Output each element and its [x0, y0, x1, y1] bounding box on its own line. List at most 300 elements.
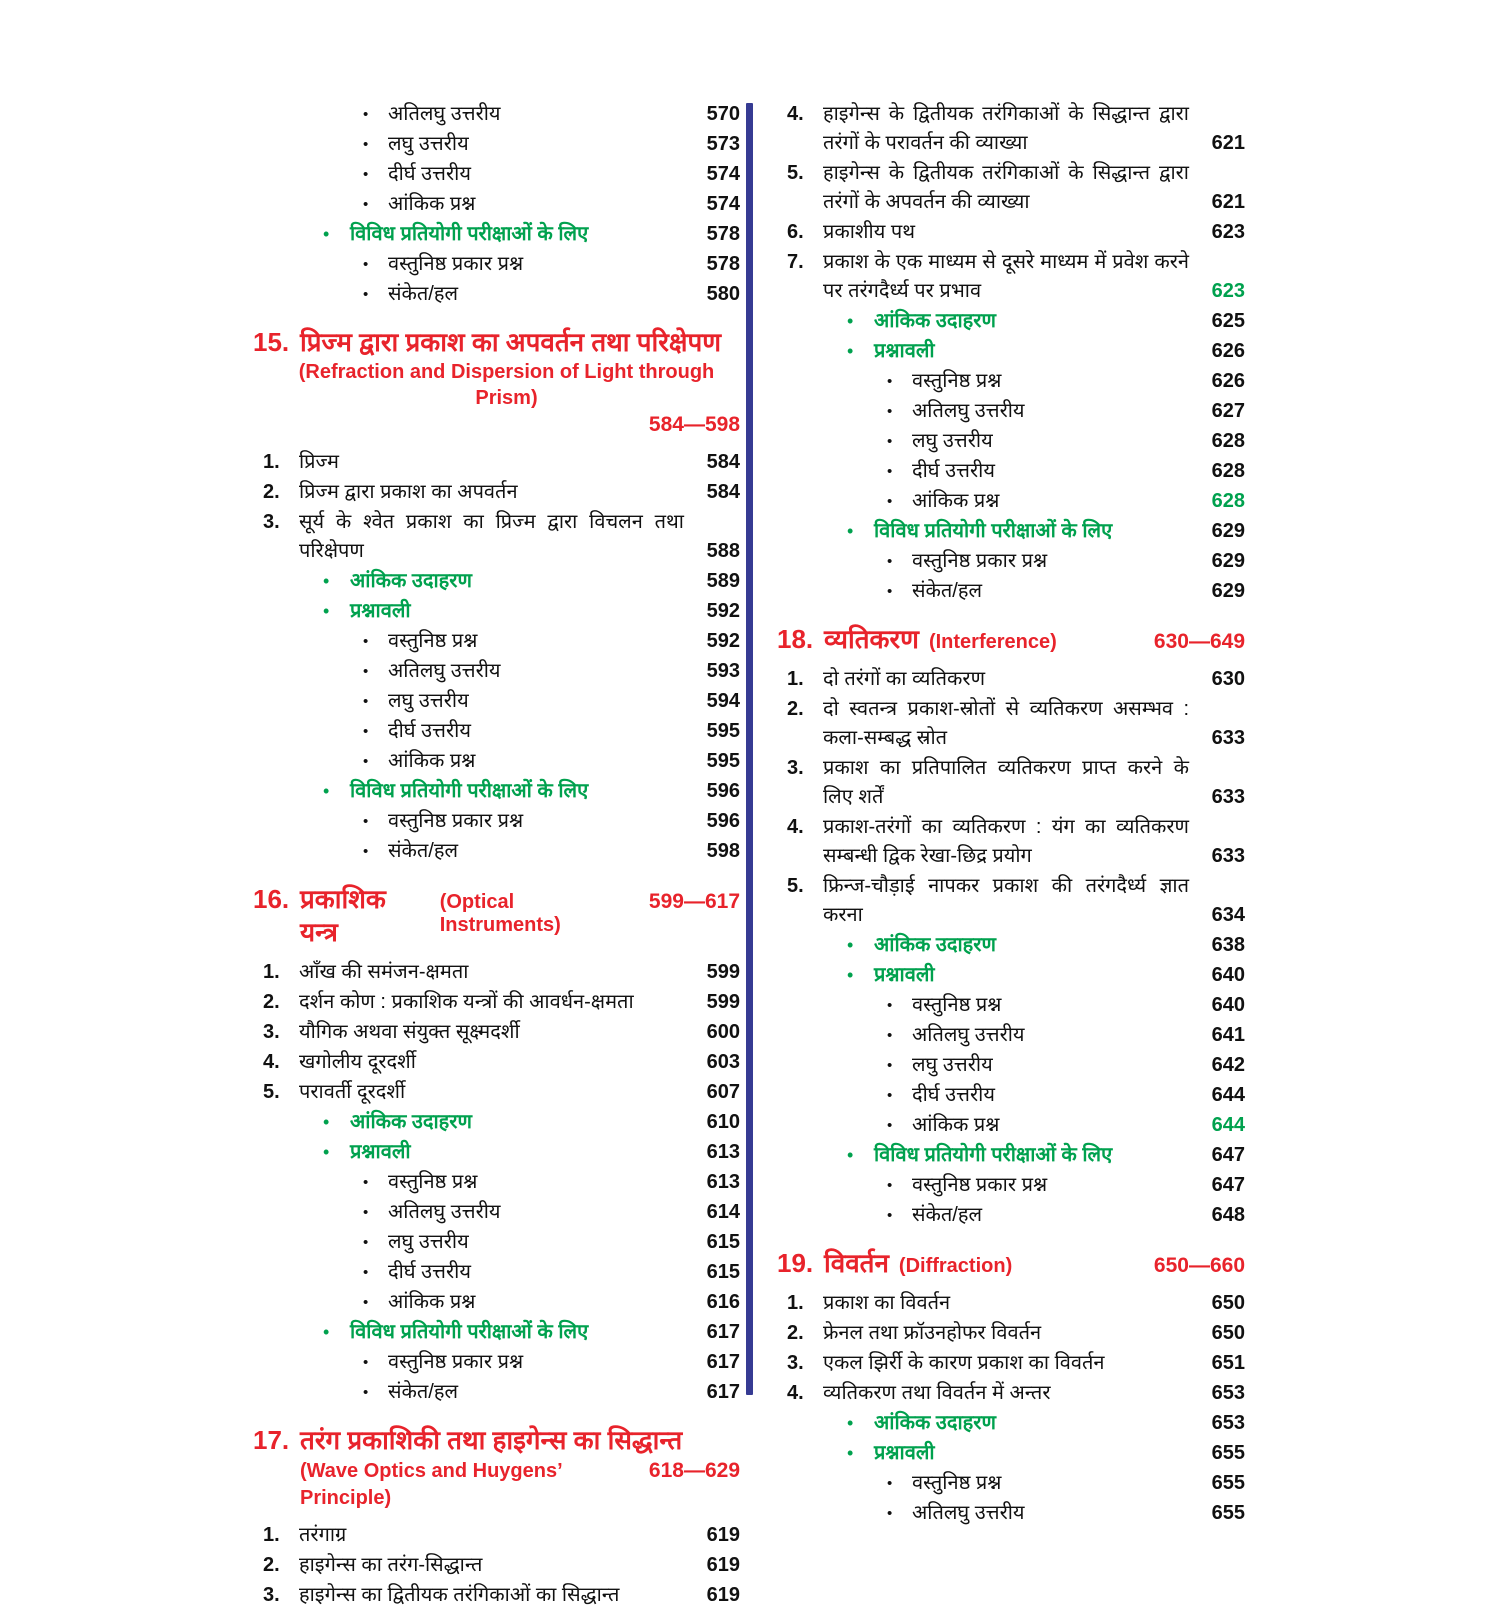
- entry-number: 7.: [787, 251, 804, 273]
- entry-label: अतिलघु उत्तरीय: [388, 103, 501, 125]
- toc-entry: [253, 100, 740, 129]
- toc-entry: [777, 1349, 1245, 1378]
- bullet-icon: •: [847, 1443, 854, 1463]
- entry-number: 5.: [263, 1081, 280, 1103]
- chapter-title-line: [777, 1247, 1245, 1280]
- entry-label: प्रकाशीय पथ: [823, 221, 915, 243]
- chapter-title-hindi: प्रिज्म द्वारा प्रकाश का अपवर्तन तथा परिक्षेपण: [300, 327, 722, 357]
- toc-entry: [777, 695, 1245, 753]
- toc-entry: [777, 487, 1245, 516]
- entry-label: फ्रिन्ज-चौड़ाई नापकर प्रकाश की तरंगदैर्ध्य ज्ञात करना: [823, 875, 1189, 926]
- entry-page-number: 613: [706, 1171, 740, 1193]
- entry-page-number: 607: [706, 1081, 740, 1103]
- entry-page-number: 626: [1211, 370, 1245, 392]
- toc-entry: [777, 218, 1245, 247]
- toc-entry: [777, 100, 1245, 158]
- entry-page-number: 629: [1211, 580, 1245, 602]
- entry-page-number: 593: [706, 660, 740, 682]
- entry-number: 2.: [263, 481, 280, 503]
- entry-label: अतिलघु उत्तरीय: [912, 1502, 1025, 1524]
- entry-number: 1.: [263, 451, 280, 473]
- toc-entry: [253, 280, 740, 309]
- entry-page-number: 616: [706, 1291, 740, 1313]
- entry-label: अतिलघु उत्तरीय: [912, 1024, 1025, 1046]
- entry-page-number: 588: [706, 540, 740, 562]
- bullet-icon: •: [887, 433, 893, 450]
- toc-entry: [253, 1108, 740, 1137]
- entry-page-number: 623: [1211, 280, 1245, 302]
- bullet-icon: •: [363, 693, 369, 710]
- entry-label: संकेत/हल: [912, 580, 983, 602]
- toc-entry: [253, 597, 740, 626]
- entry-label: वस्तुनिष्ठ प्रश्न: [912, 370, 1002, 392]
- bullet-icon: •: [323, 1322, 330, 1342]
- column-divider: [746, 103, 753, 1395]
- entry-label: खगोलीय दूरदर्शी: [299, 1051, 416, 1073]
- entry-page-number: 655: [1211, 1472, 1245, 1494]
- toc-entry: [253, 1258, 740, 1287]
- entry-page-number: 628: [1211, 430, 1245, 452]
- bullet-icon: •: [887, 997, 893, 1014]
- bullet-icon: •: [363, 753, 369, 770]
- toc-entry: [777, 159, 1245, 217]
- entry-page-number: 633: [1211, 727, 1245, 749]
- bullet-icon: •: [363, 1264, 369, 1281]
- toc-entry: [777, 754, 1245, 812]
- entry-number: 6.: [787, 221, 804, 243]
- bullet-icon: •: [363, 1354, 369, 1371]
- bullet-icon: •: [363, 256, 369, 273]
- entry-page-number: 619: [706, 1524, 740, 1546]
- entry-number: 2.: [787, 698, 804, 720]
- chapter-number: 17.: [253, 1425, 290, 1455]
- entry-label: प्रिज्म द्वारा प्रकाश का अपवर्तन: [299, 481, 518, 503]
- entry-page-number: 644: [1211, 1084, 1245, 1106]
- entry-number: 5.: [787, 162, 804, 184]
- toc-entry: [253, 508, 740, 566]
- bullet-icon: •: [887, 553, 893, 570]
- entry-label: आंकिक उदाहरण: [874, 1412, 996, 1434]
- bullet-icon: •: [363, 196, 369, 213]
- entry-page-number: 617: [706, 1381, 740, 1403]
- entry-label: प्रश्नावली: [874, 340, 935, 362]
- toc-entry: [777, 457, 1245, 486]
- bullet-icon: •: [847, 935, 854, 955]
- bullet-icon: •: [887, 493, 893, 510]
- entry-label: विविध प्रतियोगी परीक्षाओं के लिए: [350, 780, 589, 802]
- toc-entry: [253, 837, 740, 866]
- chapter-title-hindi: विवर्तन: [824, 1248, 889, 1278]
- toc-entry: [777, 1081, 1245, 1110]
- entry-label: प्रिज्म: [299, 451, 339, 473]
- bullet-icon: •: [887, 1177, 893, 1194]
- entry-page-number: 647: [1211, 1144, 1245, 1166]
- bullet-icon: •: [847, 1145, 854, 1165]
- entry-page-number: 598: [706, 840, 740, 862]
- chapter-page-range: 599—617: [648, 890, 740, 913]
- chapter-page-range: 584—598: [648, 413, 740, 436]
- toc-entry: [777, 1469, 1245, 1498]
- entry-page-number: 627: [1211, 400, 1245, 422]
- chapter-heading: [777, 623, 1245, 656]
- entry-label: एकल झिर्री के कारण प्रकाश का विवर्तन: [823, 1352, 1105, 1374]
- bullet-icon: •: [363, 166, 369, 183]
- entry-number: 1.: [263, 961, 280, 983]
- toc-entry: [777, 367, 1245, 396]
- entry-label: वस्तुनिष्ठ प्रकार प्रश्न: [388, 810, 524, 832]
- entry-label: प्रकाश का प्रतिपालित व्यतिकरण प्राप्त करने के लिए शर्तें: [823, 757, 1189, 808]
- entry-page-number: 573: [706, 133, 740, 155]
- entry-number: 3.: [787, 757, 804, 779]
- toc-entry: [777, 577, 1245, 606]
- entry-page-number: 644: [1211, 1114, 1245, 1136]
- bullet-icon: •: [323, 1142, 330, 1162]
- toc-entry: [253, 478, 740, 507]
- entry-page-number: 615: [706, 1261, 740, 1283]
- entry-label: हाइगेन्स के द्वितीयक तरंगिकाओं के सिद्धान्त द्वारा तरंगों के अपवर्तन की व्याख्या: [823, 162, 1189, 213]
- bullet-icon: •: [363, 633, 369, 650]
- entry-page-number: 596: [706, 810, 740, 832]
- toc-entry: [253, 1168, 740, 1197]
- entry-page-number: 641: [1211, 1024, 1245, 1046]
- entry-page-number: 613: [706, 1141, 740, 1163]
- entry-label: वस्तुनिष्ठ प्रकार प्रश्न: [912, 550, 1048, 572]
- toc-entry: [253, 1048, 740, 1077]
- entry-page-number: 634: [1211, 904, 1245, 926]
- toc-entry: [777, 1439, 1245, 1468]
- bullet-icon: •: [887, 403, 893, 420]
- entry-label: विविध प्रतियोगी परीक्षाओं के लिए: [350, 1321, 589, 1343]
- entry-label: दीर्घ उत्तरीय: [388, 163, 471, 185]
- entry-label: आंकिक उदाहरण: [350, 1111, 472, 1133]
- entry-page-number: 629: [1211, 550, 1245, 572]
- toc-entry: [253, 1348, 740, 1377]
- bullet-icon: •: [323, 224, 330, 244]
- entry-label: आंकिक प्रश्न: [388, 1291, 476, 1313]
- chapter-title-english: (Optical Instruments): [439, 891, 561, 936]
- toc-entry: [253, 1551, 740, 1580]
- entry-label: वस्तुनिष्ठ प्रश्न: [912, 1472, 1002, 1494]
- toc-entry: [777, 1289, 1245, 1318]
- toc-entry: [253, 1521, 740, 1550]
- toc-entry: [777, 1021, 1245, 1050]
- toc-entry: [777, 1319, 1245, 1348]
- toc-entry: [253, 687, 740, 716]
- toc-entry: [777, 397, 1245, 426]
- entry-label: आंकिक प्रश्न: [388, 193, 476, 215]
- entry-label: वस्तुनिष्ठ प्रकार प्रश्न: [912, 1174, 1048, 1196]
- toc-entry: [777, 931, 1245, 960]
- entry-label: आंकिक प्रश्न: [388, 750, 476, 772]
- entry-page-number: 594: [706, 690, 740, 712]
- entry-label: दीर्घ उत्तरीय: [912, 460, 995, 482]
- bullet-icon: •: [887, 1117, 893, 1134]
- entry-number: 4.: [787, 1382, 804, 1404]
- entry-label: प्रकाश-तरंगों का व्यतिकरण : यंग का व्यतिकरण सम्बन्धी द्विक रेखा-छिद्र प्रयोग: [823, 816, 1189, 867]
- toc-entry: [253, 1138, 740, 1167]
- toc-entry: [253, 160, 740, 189]
- entry-page-number: 648: [1211, 1204, 1245, 1226]
- entry-label: दीर्घ उत्तरीय: [388, 1261, 471, 1283]
- bullet-icon: •: [323, 781, 330, 801]
- entry-page-number: 600: [706, 1021, 740, 1043]
- bullet-icon: •: [323, 601, 330, 621]
- entry-page-number: 610: [706, 1111, 740, 1133]
- entry-label: प्रश्नावली: [350, 1141, 411, 1163]
- entry-label: आंकिक प्रश्न: [912, 1114, 1000, 1136]
- entry-number: 5.: [787, 875, 804, 897]
- toc-entry: [253, 567, 740, 596]
- entry-page-number: 630: [1211, 668, 1245, 690]
- toc-entry: [777, 517, 1245, 546]
- chapter-heading: [253, 1424, 740, 1512]
- bullet-icon: •: [323, 571, 330, 591]
- entry-label: अतिलघु उत्तरीय: [388, 660, 501, 682]
- chapter-title-english: (Diffraction): [898, 1255, 1013, 1277]
- entry-page-number: 640: [1211, 994, 1245, 1016]
- entry-label: फ्रेनल तथा फ्रॉउनहोफर विवर्तन: [823, 1322, 1042, 1344]
- toc-column-left: [253, 100, 740, 1611]
- entry-number: 3.: [263, 1021, 280, 1043]
- bullet-icon: •: [363, 1384, 369, 1401]
- entry-label: आंकिक उदाहरण: [874, 934, 996, 956]
- bullet-icon: •: [363, 843, 369, 860]
- entry-page-number: 595: [706, 750, 740, 772]
- entry-label: प्रकाश के एक माध्यम से दूसरे माध्यम में प्रवेश करने पर तरंगदैर्ध्य पर प्रभाव: [823, 251, 1189, 302]
- entry-page-number: 596: [706, 780, 740, 802]
- chapter-title-hindi: तरंग प्रकाशिकी तथा हाइगेन्स का सिद्धान्त: [300, 1425, 683, 1455]
- chapter-subtitle-line: [253, 1457, 740, 1512]
- bullet-icon: •: [323, 1112, 330, 1132]
- entry-page-number: 651: [1211, 1352, 1245, 1374]
- toc-column-right: [777, 100, 1245, 1529]
- toc-entry: [777, 1499, 1245, 1528]
- entry-page-number: 592: [706, 630, 740, 652]
- toc-entry: [253, 448, 740, 477]
- toc-entry: [253, 627, 740, 656]
- entry-label: प्रश्नावली: [350, 600, 411, 622]
- bullet-icon: •: [887, 463, 893, 480]
- entry-page-number: 603: [706, 1051, 740, 1073]
- toc-entry: [777, 1141, 1245, 1170]
- entry-page-number: 655: [1211, 1442, 1245, 1464]
- toc-entry: [777, 991, 1245, 1020]
- bullet-icon: •: [363, 136, 369, 153]
- toc-entry: [777, 248, 1245, 306]
- bullet-icon: •: [363, 1294, 369, 1311]
- entry-label: दो तरंगों का व्यतिकरण: [823, 668, 986, 690]
- chapter-title-hindi: व्यतिकरण: [824, 624, 919, 654]
- entry-label: प्रकाश का विवर्तन: [823, 1292, 951, 1314]
- toc-entry: [253, 1228, 740, 1257]
- bullet-icon: •: [363, 286, 369, 303]
- entry-number: 4.: [787, 103, 804, 125]
- entry-label: वस्तुनिष्ठ प्रकार प्रश्न: [388, 253, 524, 275]
- bullet-icon: •: [847, 1413, 854, 1433]
- chapter-page-range: 618—629: [648, 1459, 740, 1482]
- entry-page-number: 599: [706, 991, 740, 1013]
- bullet-icon: •: [363, 1174, 369, 1191]
- entry-page-number: 580: [706, 283, 740, 305]
- bullet-icon: •: [363, 1204, 369, 1221]
- entry-label: दर्शन कोण : प्रकाशिक यन्त्रों की आवर्धन-क्षमता: [299, 991, 634, 1013]
- toc-entry: [777, 1379, 1245, 1408]
- chapter-number: 15.: [253, 327, 290, 357]
- entry-label: यौगिक अथवा संयुक्त सूक्ष्मदर्शी: [299, 1021, 520, 1043]
- entry-label: आंकिक प्रश्न: [912, 490, 1000, 512]
- chapter-page-range: 630—649: [1153, 630, 1245, 653]
- toc-entry: [777, 961, 1245, 990]
- toc-entry: [253, 1318, 740, 1347]
- bullet-icon: •: [847, 521, 854, 541]
- entry-page-number: 626: [1211, 340, 1245, 362]
- bullet-icon: •: [887, 373, 893, 390]
- entry-label: हाइगेन्स का द्वितीयक तरंगिकाओं का सिद्धान्त: [299, 1584, 620, 1606]
- bullet-icon: •: [363, 106, 369, 123]
- entry-page-number: 595: [706, 720, 740, 742]
- entry-page-number: 650: [1211, 1292, 1245, 1314]
- entry-label: संकेत/हल: [388, 1381, 459, 1403]
- entry-number: 2.: [263, 1554, 280, 1576]
- bullet-icon: •: [847, 965, 854, 985]
- chapter-number: 18.: [777, 624, 814, 654]
- entry-label: लघु उत्तरीय: [388, 690, 469, 712]
- bullet-icon: •: [887, 1207, 893, 1224]
- entry-page-number: 633: [1211, 845, 1245, 867]
- chapter-subtitle-line: [253, 359, 740, 411]
- toc-entry: [253, 1378, 740, 1407]
- toc-entry: [253, 988, 740, 1017]
- toc-columns: [253, 100, 1245, 1611]
- chapter-page-range: 650—660: [1153, 1254, 1245, 1277]
- entry-number: 1.: [787, 1292, 804, 1314]
- entry-page-number: 640: [1211, 964, 1245, 986]
- toc-entry: [777, 337, 1245, 366]
- chapter-heading: [253, 326, 740, 439]
- toc-entry: [777, 1171, 1245, 1200]
- bullet-icon: •: [887, 1505, 893, 1522]
- entry-number: 1.: [263, 1524, 280, 1546]
- entry-page-number: 592: [706, 600, 740, 622]
- entry-label: अतिलघु उत्तरीय: [912, 400, 1025, 422]
- toc-entry: [253, 777, 740, 806]
- toc-entry: [253, 220, 740, 249]
- toc-entry: [777, 547, 1245, 576]
- chapter-title-english: (Interference): [928, 631, 1057, 653]
- entry-page-number: 625: [1211, 310, 1245, 332]
- entry-page-number: 599: [706, 961, 740, 983]
- entry-label: संकेत/हल: [388, 283, 459, 305]
- toc-entry: [253, 1581, 740, 1610]
- entry-page-number: 650: [1211, 1322, 1245, 1344]
- entry-page-number: 617: [706, 1321, 740, 1343]
- chapter-title-line: [777, 623, 1245, 656]
- toc-entry: [777, 427, 1245, 456]
- chapter-title-line: [253, 1424, 740, 1457]
- entry-page-number: 574: [706, 163, 740, 185]
- entry-page-number: 642: [1211, 1054, 1245, 1076]
- entry-label: विविध प्रतियोगी परीक्षाओं के लिए: [350, 223, 589, 245]
- entry-label: हाइगेन्स का तरंग-सिद्धान्त: [299, 1554, 483, 1576]
- entry-page-number: 614: [706, 1201, 740, 1223]
- entry-label: प्रश्नावली: [874, 964, 935, 986]
- entry-page-number: 578: [706, 223, 740, 245]
- entry-page-number: 653: [1211, 1412, 1245, 1434]
- bullet-icon: •: [887, 1475, 893, 1492]
- entry-page-number: 621: [1211, 132, 1245, 154]
- bullet-icon: •: [887, 1027, 893, 1044]
- toc-entry: [253, 1198, 740, 1227]
- toc-entry: [253, 250, 740, 279]
- entry-page-number: 615: [706, 1231, 740, 1253]
- chapter-number: 16.: [253, 884, 290, 914]
- entry-label: संकेत/हल: [388, 840, 459, 862]
- bullet-icon: •: [363, 1234, 369, 1251]
- entry-label: प्रश्नावली: [874, 1442, 935, 1464]
- entry-label: लघु उत्तरीय: [912, 1054, 993, 1076]
- entry-label: परावर्ती दूरदर्शी: [299, 1081, 406, 1103]
- toc-entry: [253, 130, 740, 159]
- entry-page-number: 653: [1211, 1382, 1245, 1404]
- entry-label: आँख की समंजन-क्षमता: [299, 961, 469, 983]
- entry-page-number: 584: [706, 451, 740, 473]
- chapter-title-line: [253, 883, 740, 949]
- entry-label: वस्तुनिष्ठ प्रकार प्रश्न: [388, 1351, 524, 1373]
- entry-number: 4.: [787, 816, 804, 838]
- entry-number: 1.: [787, 668, 804, 690]
- entry-number: 3.: [787, 1352, 804, 1374]
- entry-number: 3.: [263, 1584, 280, 1606]
- entry-label: लघु उत्तरीय: [388, 1231, 469, 1253]
- entry-number: 3.: [263, 511, 280, 533]
- entry-page-number: 629: [1211, 520, 1245, 542]
- entry-label: आंकिक उदाहरण: [350, 570, 472, 592]
- chapter-title-line: [253, 326, 740, 359]
- entry-label: व्यतिकरण तथा विवर्तन में अन्तर: [823, 1382, 1051, 1404]
- toc-entry: [253, 747, 740, 776]
- bullet-icon: •: [363, 813, 369, 830]
- entry-page-number: 574: [706, 193, 740, 215]
- entry-page-number: 589: [706, 570, 740, 592]
- toc-entry: [253, 1288, 740, 1317]
- toc-entry: [253, 1018, 740, 1047]
- bullet-icon: •: [887, 583, 893, 600]
- bullet-icon: •: [847, 341, 854, 361]
- chapter-heading: [777, 1247, 1245, 1280]
- bullet-icon: •: [363, 723, 369, 740]
- chapter-title-english: (Wave Optics and Huygens’ Principle): [300, 1460, 562, 1509]
- entry-page-number: 619: [706, 1584, 740, 1606]
- entry-label: अतिलघु उत्तरीय: [388, 1201, 501, 1223]
- toc-entry: [777, 307, 1245, 336]
- entry-page-number: 619: [706, 1554, 740, 1576]
- bullet-icon: •: [847, 311, 854, 331]
- toc-entry: [777, 813, 1245, 871]
- toc-entry: [253, 657, 740, 686]
- entry-page-number: 638: [1211, 934, 1245, 956]
- toc-entry: [777, 1111, 1245, 1140]
- bullet-icon: •: [363, 663, 369, 680]
- chapter-title-english: (Refraction and Dispersion of Light through Prism): [298, 361, 715, 409]
- entry-label: विविध प्रतियोगी परीक्षाओं के लिए: [874, 1144, 1113, 1166]
- entry-label: सूर्य के श्वेत प्रकाश का प्रिज्म द्वारा विचलन तथा परिक्षेपण: [299, 511, 684, 562]
- toc-entry: [253, 958, 740, 987]
- toc-entry: [253, 1078, 740, 1107]
- entry-number: 4.: [263, 1051, 280, 1073]
- chapter-heading: [253, 883, 740, 949]
- entry-label: विविध प्रतियोगी परीक्षाओं के लिए: [874, 520, 1113, 542]
- chapter-range-line: [253, 411, 740, 439]
